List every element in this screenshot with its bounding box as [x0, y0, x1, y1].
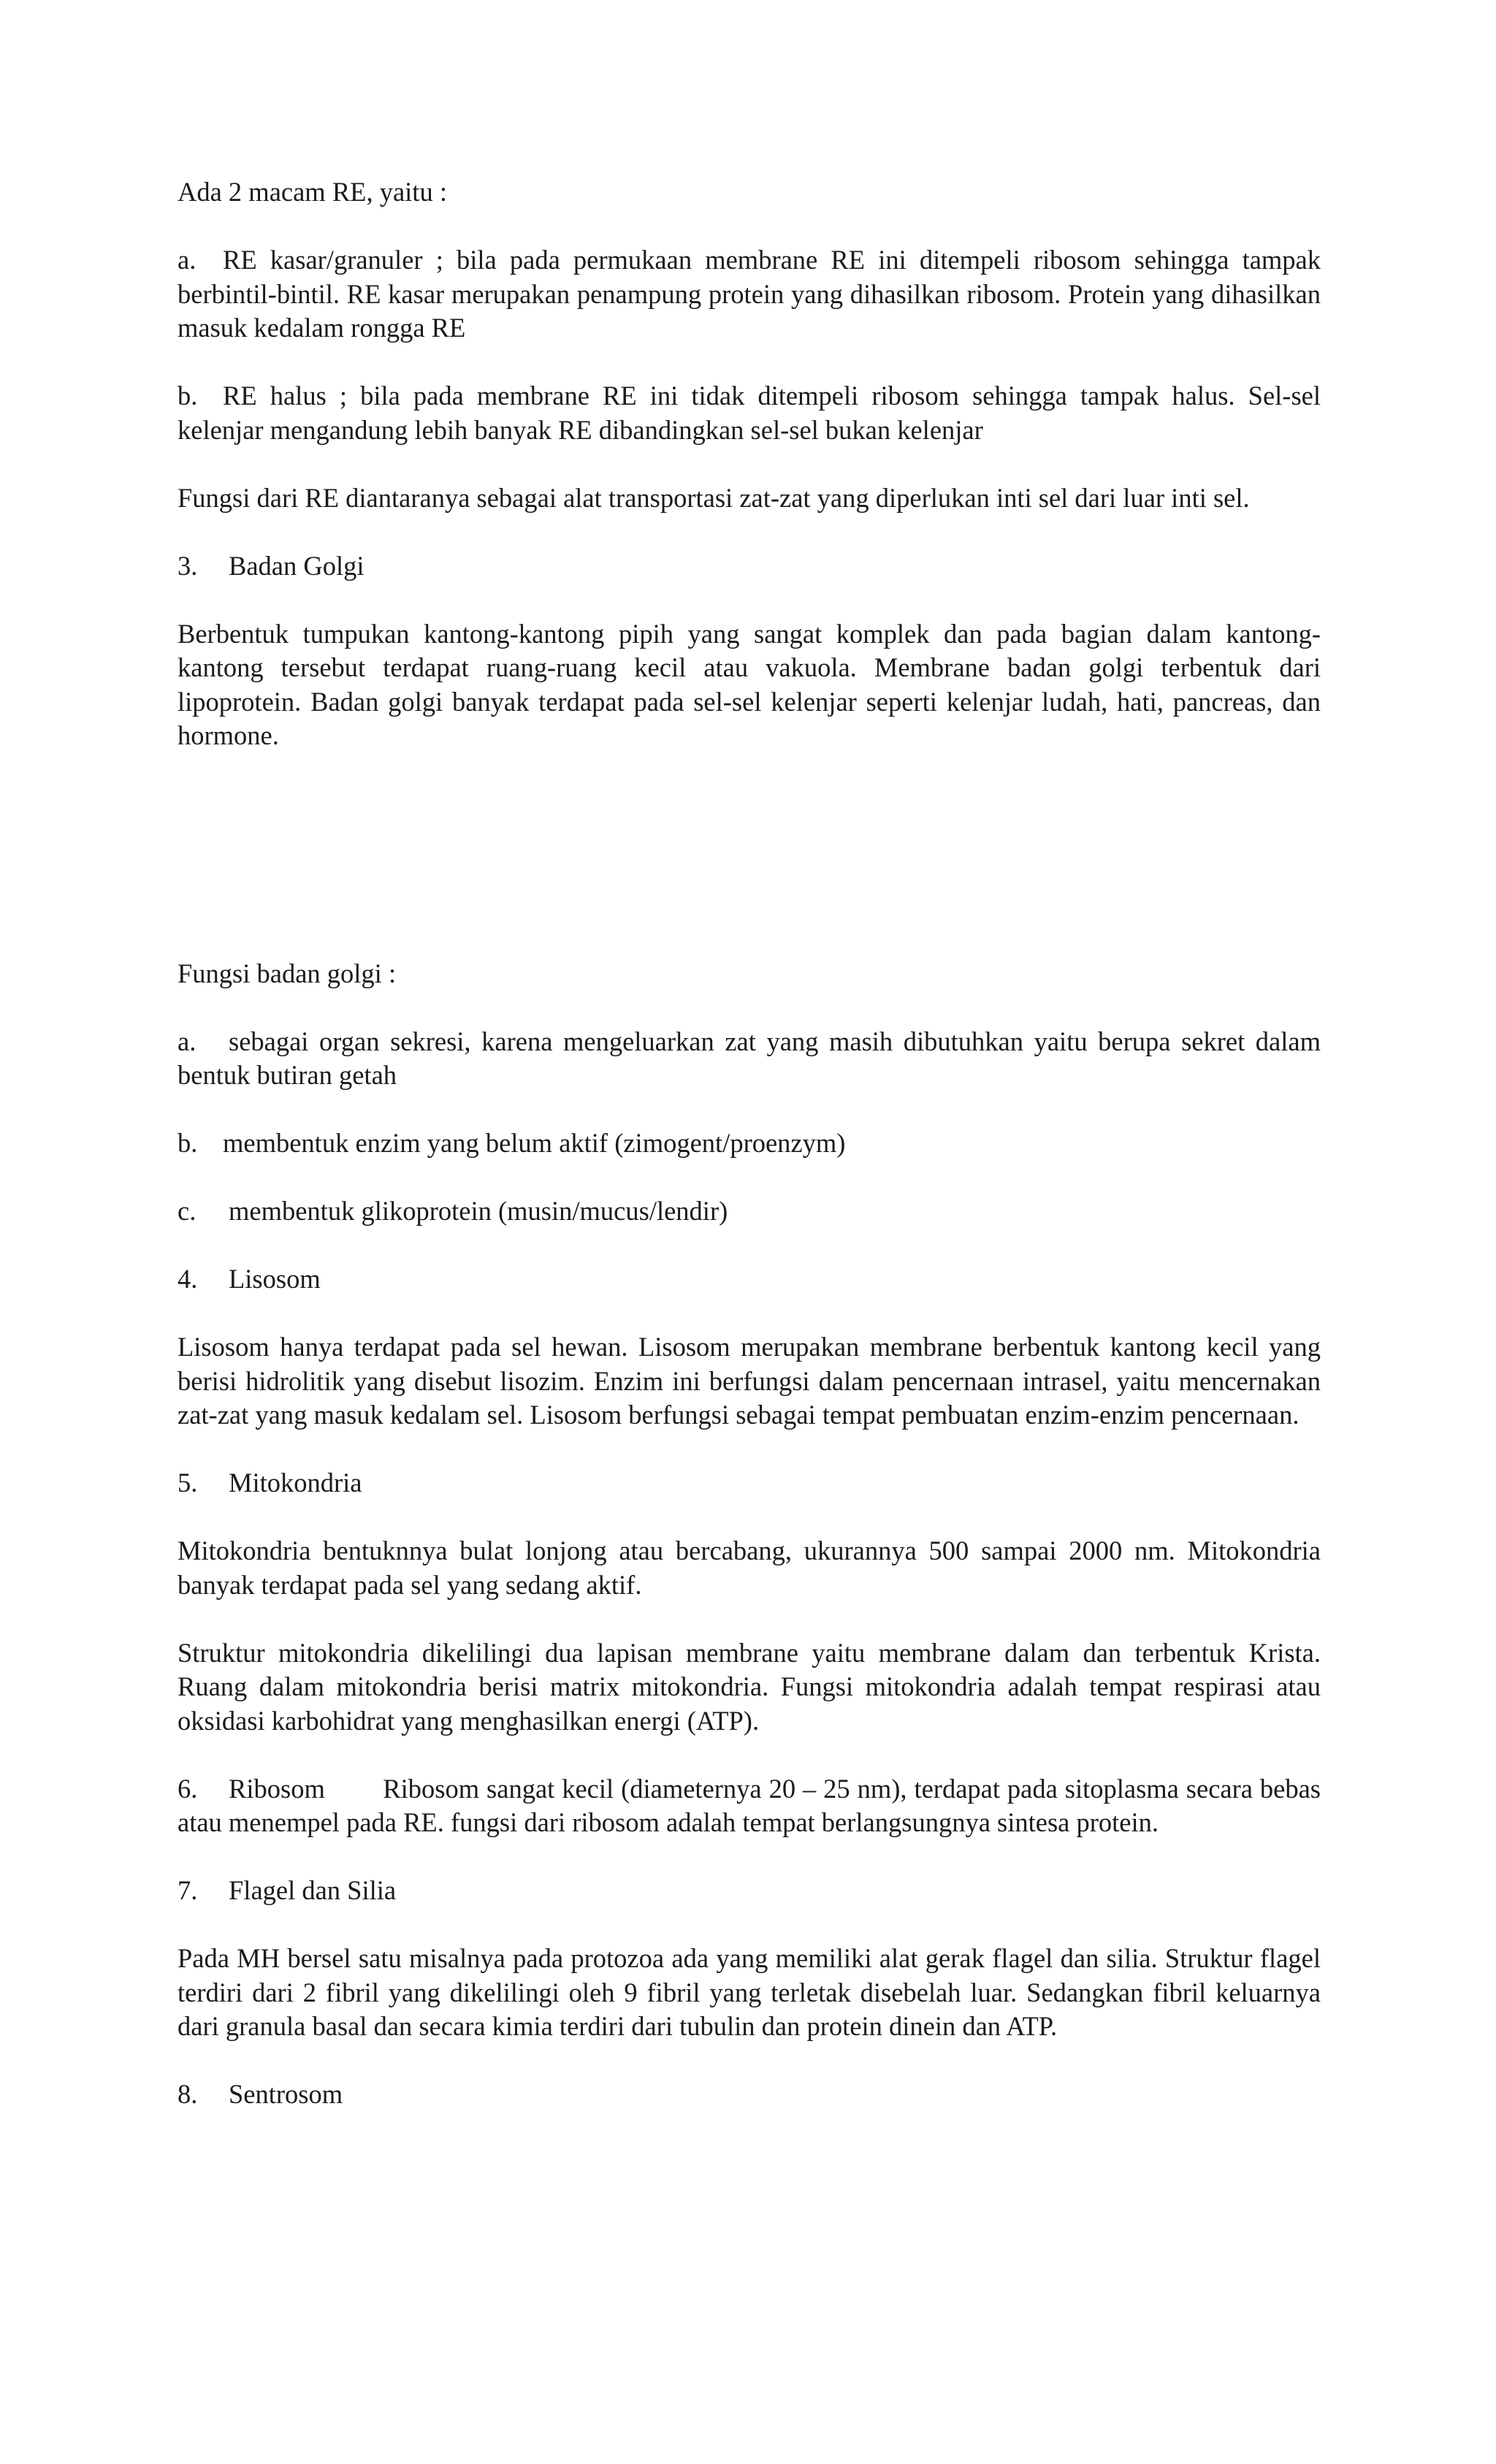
ribosom-number: 6. — [178, 1773, 198, 1804]
re-fungsi-paragraph: Fungsi dari RE diantaranya sebagai alat transportasi zat-zat yang diperlukan inti sel dari luar inti sel. — [178, 482, 1250, 513]
mitokondria-number: 5. — [178, 1468, 198, 1498]
ribosom-heading: Ribosom — [229, 1773, 325, 1804]
re-item-a-text: RE kasar/granuler ; bila pada permukaan membrane RE ini ditempeli ribosom sehingga tampak berbintil-bintil. RE kasar merupakan penampung protein yang dihasilkan ribosom. Protein yang dihasilkan masuk kedalam rongga RE — [178, 245, 1321, 343]
golgi-body: Berbentuk tumpukan kantong-kantong pipih yang sangat komplek dan pada bagian dalam kantong-kantong tersebut terdapat ruang-ruang kecil atau vakuola. Membrane badan golgi terbentuk dari lipoprotein. Badan golgi banyak terdapat pada sel-sel kelenjar seperti kelenjar ludah, hati, pancreas, dan hormone. — [178, 618, 1321, 750]
lisosom-body: Lisosom hanya terdapat pada sel hewan. Lisosom merupakan membrane berbentuk kantong kecil yang berisi hidrolitik yang disebut lisozim. Enzim ini berfungsi dalam pencernaan intrasel, yaitu mencernakan zat-zat yang masuk kedalam sel. Lisosom berfungsi sebagai tempat pembuatan enzim-enzim pencernaan. — [178, 1332, 1321, 1430]
golgi-fungsi-item-b — [178, 1126, 1321, 1161]
golgi-fungsi-title: Fungsi badan golgi : — [178, 958, 397, 988]
golgi-number: 3. — [178, 550, 198, 581]
re-item-b-text: RE halus ; bila pada membrane RE ini tidak ditempeli ribosom sehingga tampak halus. Sel-sel kelenjar mengandung lebih banyak RE dibandingkan sel-sel bukan kelenjar — [178, 381, 1321, 445]
section-ribosom — [178, 1772, 1321, 1840]
golgi-fungsi-item-c-text: membentuk glikoprotein (musin/mucus/lendir) — [229, 1196, 728, 1226]
flagel-heading: Flagel dan Silia — [229, 1875, 397, 1905]
section-heading-lisosom — [178, 1262, 1321, 1297]
re-intro: Ada 2 macam RE, yaitu : — [178, 177, 447, 207]
section-heading-mitokondria — [178, 1466, 1321, 1500]
lisosom-heading: Lisosom — [229, 1264, 321, 1294]
golgi-fungsi-item-a-text: sebagai organ sekresi, karena mengeluarkan zat yang masih dibutuhkan yaitu berupa sekret dalam bentuk butiran getah — [178, 1026, 1321, 1090]
mitokondria-heading: Mitokondria — [229, 1468, 362, 1498]
golgi-fungsi-item-c-marker: c. — [178, 1196, 196, 1226]
document-page — [178, 175, 1321, 2112]
golgi-fungsi-item-a-marker: a. — [178, 1026, 196, 1056]
mitokondria-body-2: Struktur mitokondria dikelilingi dua lapisan membrane yaitu membrane dalam dan terbentuk Krista. Ruang dalam mitokondria berisi matrix mitokondria. Fungsi mitokondria adalah tempat respirasi atau oksidasi karbohidrat yang menghasilkan energi (ATP). — [178, 1637, 1321, 1736]
re-item-b — [178, 379, 1321, 447]
sentrosom-heading: Sentrosom — [229, 2079, 343, 2109]
golgi-fungsi-item-a — [178, 1025, 1321, 1093]
mitokondria-body-1: Mitokondria bentuknnya bulat lonjong atau bercabang, ukurannya 500 sampai 2000 nm. Mitokondria banyak terdapat pada sel yang sedang aktif. — [178, 1536, 1321, 1600]
section-heading-flagel — [178, 1874, 1321, 1908]
golgi-heading: Badan Golgi — [229, 550, 365, 581]
ribosom-body: Ribosom sangat kecil (diameternya 20 – 25 nm), terdapat pada sitoplasma secara bebas atau menempel pada RE. fungsi dari ribosom adalah tempat berlangsungnya sintesa protein. — [178, 1773, 1321, 1837]
flagel-number: 7. — [178, 1875, 198, 1905]
sentrosom-number: 8. — [178, 2079, 198, 2109]
re-item-b-marker: b. — [178, 381, 198, 411]
flagel-body: Pada MH bersel satu misalnya pada protozoa ada yang memiliki alat gerak flagel dan silia. Struktur flagel terdiri dari 2 fibril yang dikelilingi oleh 9 fibril yang terletak disebelah luar. Sedangkan fibril keluarnya dari granula basal dan secara kimia terdiri dari tubulin dan protein dinein dan ATP. — [178, 1943, 1321, 2041]
lisosom-number: 4. — [178, 1264, 198, 1294]
golgi-fungsi-item-c — [178, 1194, 1321, 1229]
section-heading-golgi — [178, 549, 1321, 584]
re-item-a-marker: a. — [178, 245, 196, 275]
golgi-fungsi-item-b-text: membentuk enzim yang belum aktif (zimogent/proenzym) — [223, 1128, 846, 1158]
golgi-fungsi-item-b-marker: b. — [178, 1128, 198, 1158]
section-heading-sentrosom — [178, 2078, 1321, 2112]
re-item-a — [178, 243, 1321, 346]
